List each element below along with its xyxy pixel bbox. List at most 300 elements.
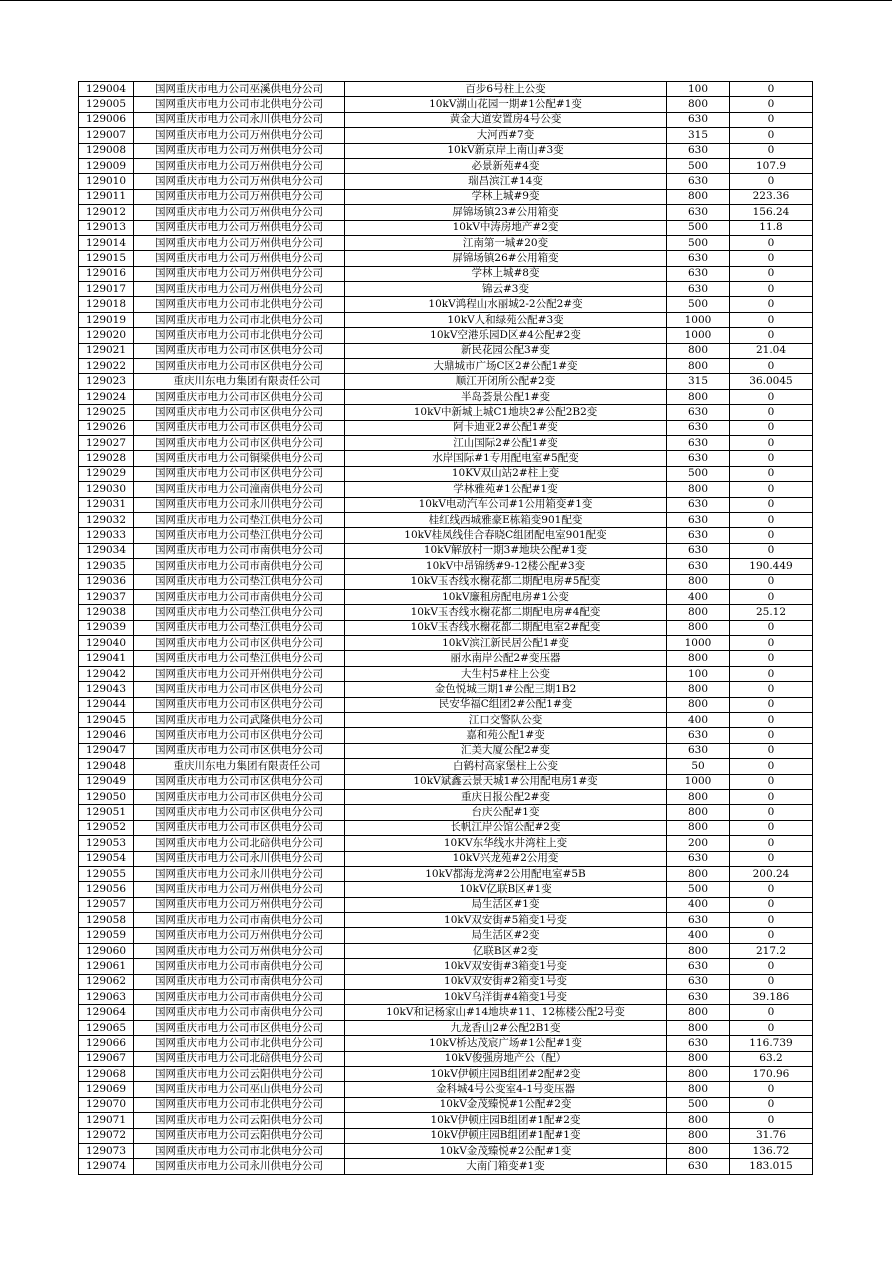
capacity-cell: 50	[667, 759, 730, 774]
company-name-cell: 国网重庆市电力公司市区供电分公司	[134, 359, 345, 374]
station-id-cell: 129070	[79, 1097, 134, 1112]
company-name-cell: 国网重庆市电力公司市南供电分公司	[134, 959, 345, 974]
company-name-cell: 国网重庆市电力公司云阳供电分公司	[134, 1113, 345, 1128]
station-id-cell: 129066	[79, 1036, 134, 1051]
substation-name-cell: 黄金大道安置房4号公变	[345, 112, 667, 127]
company-name-cell: 国网重庆市电力公司万州供电分公司	[134, 189, 345, 204]
substation-name-cell: 10kV伊顿庄园B组团#1配#2变	[345, 1113, 667, 1128]
value-cell: 107.9	[730, 158, 813, 173]
substation-name-cell: 10kV玉杏线水榭花都二期配电室2#配变	[345, 620, 667, 635]
company-name-cell: 国网重庆市电力公司万州供电分公司	[134, 882, 345, 897]
capacity-cell: 400	[667, 713, 730, 728]
station-id-cell: 129069	[79, 1082, 134, 1097]
company-name-cell: 国网重庆市电力公司云阳供电分公司	[134, 1128, 345, 1143]
substation-name-cell: 10kV双安街#3箱变1号变	[345, 959, 667, 974]
substation-name-cell: 10kV新京岸上南山#3变	[345, 143, 667, 158]
table-row	[79, 759, 813, 774]
capacity-cell: 500	[667, 882, 730, 897]
substation-name-cell: 局生活区#2变	[345, 928, 667, 943]
capacity-cell: 800	[667, 97, 730, 112]
table-row	[79, 789, 813, 804]
station-id-cell: 129006	[79, 112, 134, 127]
value-cell: 0	[730, 636, 813, 651]
station-id-cell: 129068	[79, 1067, 134, 1082]
value-cell: 0	[730, 820, 813, 835]
capacity-cell: 315	[667, 128, 730, 143]
capacity-cell: 630	[667, 282, 730, 297]
table-row	[79, 774, 813, 789]
company-name-cell: 国网重庆市电力公司市北供电分公司	[134, 1143, 345, 1158]
station-id-cell: 129055	[79, 866, 134, 881]
table-row	[79, 1143, 813, 1158]
capacity-cell: 800	[667, 1082, 730, 1097]
station-id-cell: 129044	[79, 697, 134, 712]
station-id-cell: 129057	[79, 897, 134, 912]
station-id-cell: 129008	[79, 143, 134, 158]
station-id-cell: 129071	[79, 1113, 134, 1128]
table-row	[79, 697, 813, 712]
company-name-cell: 国网重庆市电力公司市区供电分公司	[134, 435, 345, 450]
station-id-cell: 129028	[79, 451, 134, 466]
capacity-cell: 630	[667, 405, 730, 420]
value-cell: 0	[730, 128, 813, 143]
company-name-cell: 国网重庆市电力公司万州供电分公司	[134, 128, 345, 143]
company-name-cell: 国网重庆市电力公司垫江供电分公司	[134, 605, 345, 620]
station-id-cell: 129047	[79, 743, 134, 758]
capacity-cell: 100	[667, 82, 730, 97]
company-name-cell: 国网重庆市电力公司万州供电分公司	[134, 928, 345, 943]
value-cell: 0	[730, 297, 813, 312]
table-row	[79, 1036, 813, 1051]
substation-name-cell: 九龙香山2#公配2B1变	[345, 1020, 667, 1035]
capacity-cell: 630	[667, 959, 730, 974]
value-cell: 0	[730, 882, 813, 897]
table-row	[79, 990, 813, 1005]
capacity-cell: 630	[667, 1036, 730, 1051]
table-row	[79, 866, 813, 881]
company-name-cell: 国网重庆市电力公司市南供电分公司	[134, 913, 345, 928]
substation-name-cell: 10KV东华线水井湾柱上变	[345, 836, 667, 851]
capacity-cell: 630	[667, 497, 730, 512]
station-id-cell: 129053	[79, 836, 134, 851]
capacity-cell: 100	[667, 666, 730, 681]
substation-name-cell: 10kV鸿程山水丽城2-2公配2#变	[345, 297, 667, 312]
substation-name-cell: 10kV解放村一期3#地块公配#1变	[345, 543, 667, 558]
substation-name-cell: 学林上城#9变	[345, 189, 667, 204]
value-cell: 190.449	[730, 559, 813, 574]
substation-name-cell: 10kV电动汽车公司#1公用箱变#1变	[345, 497, 667, 512]
company-name-cell: 国网重庆市电力公司万州供电分公司	[134, 282, 345, 297]
station-id-cell: 129062	[79, 974, 134, 989]
capacity-cell: 630	[667, 543, 730, 558]
table-row	[79, 959, 813, 974]
table-row	[79, 189, 813, 204]
company-name-cell: 国网重庆市电力公司市南供电分公司	[134, 543, 345, 558]
station-id-cell: 129065	[79, 1020, 134, 1035]
company-name-cell: 国网重庆市电力公司永川供电分公司	[134, 112, 345, 127]
value-cell: 0	[730, 82, 813, 97]
company-name-cell: 国网重庆市电力公司市区供电分公司	[134, 405, 345, 420]
company-name-cell: 国网重庆市电力公司市区供电分公司	[134, 420, 345, 435]
substation-table	[78, 81, 813, 1175]
value-cell: 0	[730, 174, 813, 189]
capacity-cell: 800	[667, 343, 730, 358]
table-row	[79, 174, 813, 189]
table-row	[79, 359, 813, 374]
table-row	[79, 851, 813, 866]
station-id-cell: 129029	[79, 466, 134, 481]
station-id-cell: 129074	[79, 1159, 134, 1174]
value-cell: 63.2	[730, 1051, 813, 1066]
capacity-cell: 630	[667, 143, 730, 158]
substation-name-cell: 10kV乌洋街#4箱变1号变	[345, 990, 667, 1005]
value-cell: 25.12	[730, 605, 813, 620]
station-id-cell: 129020	[79, 328, 134, 343]
substation-name-cell: 顺江开闭所公配#2变	[345, 374, 667, 389]
value-cell: 0	[730, 466, 813, 481]
table-row	[79, 1067, 813, 1082]
station-id-cell: 129031	[79, 497, 134, 512]
value-cell: 156.24	[730, 205, 813, 220]
capacity-cell: 1000	[667, 774, 730, 789]
station-id-cell: 129004	[79, 82, 134, 97]
table-row	[79, 559, 813, 574]
table-row	[79, 312, 813, 327]
value-cell: 0	[730, 1020, 813, 1035]
station-id-cell: 129042	[79, 666, 134, 681]
value-cell: 0	[730, 482, 813, 497]
company-name-cell: 国网重庆市电力公司市北供电分公司	[134, 297, 345, 312]
value-cell: 0	[730, 959, 813, 974]
capacity-cell: 630	[667, 251, 730, 266]
capacity-cell: 630	[667, 990, 730, 1005]
value-cell: 36.0045	[730, 374, 813, 389]
station-id-cell: 129072	[79, 1128, 134, 1143]
table-row	[79, 297, 813, 312]
company-name-cell: 国网重庆市电力公司市区供电分公司	[134, 789, 345, 804]
station-id-cell: 129022	[79, 359, 134, 374]
value-cell: 0	[730, 620, 813, 635]
station-id-cell: 129014	[79, 235, 134, 250]
station-id-cell: 129038	[79, 605, 134, 620]
substation-name-cell: 10kV金茂臻悦#2公配#1变	[345, 1143, 667, 1158]
table-row	[79, 112, 813, 127]
substation-name-cell: 大生村5#柱上公变	[345, 666, 667, 681]
station-id-cell: 129039	[79, 620, 134, 635]
table-row	[79, 528, 813, 543]
company-name-cell: 国网重庆市电力公司万州供电分公司	[134, 943, 345, 958]
station-id-cell: 129030	[79, 482, 134, 497]
table-row	[79, 158, 813, 173]
capacity-cell: 630	[667, 451, 730, 466]
substation-name-cell: 10kV和记杨家山#14地块#11、12栋楼公配2号变	[345, 1005, 667, 1020]
table-row	[79, 512, 813, 527]
table-row	[79, 836, 813, 851]
table-row	[79, 1113, 813, 1128]
capacity-cell: 315	[667, 374, 730, 389]
value-cell: 0	[730, 497, 813, 512]
company-name-cell: 国网重庆市电力公司铜梁供电分公司	[134, 451, 345, 466]
table-row	[79, 220, 813, 235]
station-id-cell: 129009	[79, 158, 134, 173]
capacity-cell: 630	[667, 913, 730, 928]
capacity-cell: 1000	[667, 636, 730, 651]
capacity-cell: 200	[667, 836, 730, 851]
station-id-cell: 129011	[79, 189, 134, 204]
substation-name-cell: 江山国际2#公配1#变	[345, 435, 667, 450]
company-name-cell: 国网重庆市电力公司市南供电分公司	[134, 559, 345, 574]
value-cell: 217.2	[730, 943, 813, 958]
station-id-cell: 129025	[79, 405, 134, 420]
value-cell: 0	[730, 528, 813, 543]
table-row	[79, 1005, 813, 1020]
station-id-cell: 129032	[79, 512, 134, 527]
capacity-cell: 630	[667, 1159, 730, 1174]
company-name-cell: 国网重庆市电力公司市区供电分公司	[134, 697, 345, 712]
value-cell: 39.186	[730, 990, 813, 1005]
value-cell: 0	[730, 543, 813, 558]
value-cell: 0	[730, 713, 813, 728]
company-name-cell: 国网重庆市电力公司市北供电分公司	[134, 1036, 345, 1051]
station-id-cell: 129037	[79, 589, 134, 604]
substation-name-cell: 10kV中新城上城C1地块2#公配2B2变	[345, 405, 667, 420]
value-cell: 0	[730, 928, 813, 943]
substation-name-cell: 大南门箱变#1变	[345, 1159, 667, 1174]
value-cell: 0	[730, 143, 813, 158]
table-row	[79, 435, 813, 450]
value-cell: 0	[730, 682, 813, 697]
capacity-cell: 400	[667, 897, 730, 912]
company-name-cell: 国网重庆市电力公司市区供电分公司	[134, 636, 345, 651]
value-cell: 0	[730, 897, 813, 912]
value-cell: 200.24	[730, 866, 813, 881]
company-name-cell: 国网重庆市电力公司万州供电分公司	[134, 205, 345, 220]
company-name-cell: 国网重庆市电力公司永川供电分公司	[134, 866, 345, 881]
station-id-cell: 129056	[79, 882, 134, 897]
station-id-cell: 129067	[79, 1051, 134, 1066]
capacity-cell: 630	[667, 528, 730, 543]
value-cell: 0	[730, 328, 813, 343]
capacity-cell: 800	[667, 1113, 730, 1128]
company-name-cell: 国网重庆市电力公司潼南供电分公司	[134, 482, 345, 497]
value-cell: 183.015	[730, 1159, 813, 1174]
capacity-cell: 400	[667, 589, 730, 604]
company-name-cell: 国网重庆市电力公司垫江供电分公司	[134, 528, 345, 543]
company-name-cell: 国网重庆市电力公司垫江供电分公司	[134, 651, 345, 666]
company-name-cell: 国网重庆市电力公司永川供电分公司	[134, 497, 345, 512]
substation-name-cell: 10kV空港乐园D区#4公配#2变	[345, 328, 667, 343]
substation-name-cell: 半岛荟景公配1#变	[345, 389, 667, 404]
table-row	[79, 1128, 813, 1143]
station-id-cell: 129035	[79, 559, 134, 574]
value-cell: 21.04	[730, 343, 813, 358]
capacity-cell: 800	[667, 697, 730, 712]
capacity-cell: 630	[667, 435, 730, 450]
capacity-cell: 800	[667, 805, 730, 820]
station-id-cell: 129050	[79, 789, 134, 804]
table-row	[79, 543, 813, 558]
value-cell: 0	[730, 589, 813, 604]
table-row	[79, 251, 813, 266]
station-id-cell: 129015	[79, 251, 134, 266]
table-row	[79, 143, 813, 158]
value-cell: 0	[730, 697, 813, 712]
company-name-cell: 国网重庆市电力公司垫江供电分公司	[134, 574, 345, 589]
substation-name-cell: 嘉和苑公配1#变	[345, 728, 667, 743]
value-cell: 0	[730, 805, 813, 820]
table-row	[79, 451, 813, 466]
capacity-cell: 800	[667, 574, 730, 589]
company-name-cell: 国网重庆市电力公司市区供电分公司	[134, 343, 345, 358]
company-name-cell: 国网重庆市电力公司市北供电分公司	[134, 1097, 345, 1112]
company-name-cell: 国网重庆市电力公司市北供电分公司	[134, 97, 345, 112]
company-name-cell: 国网重庆市电力公司万州供电分公司	[134, 220, 345, 235]
value-cell: 0	[730, 759, 813, 774]
company-name-cell: 国网重庆市电力公司万州供电分公司	[134, 266, 345, 281]
capacity-cell: 800	[667, 389, 730, 404]
company-name-cell: 国网重庆市电力公司万州供电分公司	[134, 158, 345, 173]
table-row	[79, 605, 813, 620]
station-id-cell: 129073	[79, 1143, 134, 1158]
table-row	[79, 1051, 813, 1066]
station-id-cell: 129048	[79, 759, 134, 774]
station-id-cell: 129005	[79, 97, 134, 112]
value-cell: 0	[730, 405, 813, 420]
station-id-cell: 129021	[79, 343, 134, 358]
capacity-cell: 800	[667, 1128, 730, 1143]
capacity-cell: 800	[667, 189, 730, 204]
station-id-cell: 129063	[79, 990, 134, 1005]
table-row	[79, 420, 813, 435]
substation-name-cell: 大河西#7变	[345, 128, 667, 143]
substation-name-cell: 学林上城#8变	[345, 266, 667, 281]
company-name-cell: 国网重庆市电力公司垫江供电分公司	[134, 512, 345, 527]
company-name-cell: 国网重庆市电力公司市区供电分公司	[134, 743, 345, 758]
value-cell: 0	[730, 774, 813, 789]
value-cell: 0	[730, 651, 813, 666]
company-name-cell: 国网重庆市电力公司万州供电分公司	[134, 235, 345, 250]
company-name-cell: 国网重庆市电力公司市北供电分公司	[134, 328, 345, 343]
table-row	[79, 743, 813, 758]
substation-name-cell: 10kV斌鑫云景天城1#公用配电房1#变	[345, 774, 667, 789]
value-cell: 0	[730, 1113, 813, 1128]
capacity-cell: 800	[667, 1051, 730, 1066]
substation-name-cell: 10kV双安街#2箱变1号变	[345, 974, 667, 989]
substation-name-cell: 丽水南岸公配2#变压器	[345, 651, 667, 666]
table-row	[79, 389, 813, 404]
substation-name-cell: 民安华福C组团2#公配1#变	[345, 697, 667, 712]
table-row	[79, 128, 813, 143]
company-name-cell: 国网重庆市电力公司巫山供电分公司	[134, 1082, 345, 1097]
substation-name-cell: 大鼎城市广场C区2#公配1#变	[345, 359, 667, 374]
value-cell: 0	[730, 743, 813, 758]
capacity-cell: 800	[667, 943, 730, 958]
station-id-cell: 129016	[79, 266, 134, 281]
company-name-cell: 国网重庆市电力公司开州供电分公司	[134, 666, 345, 681]
table-row	[79, 820, 813, 835]
substation-name-cell: 屏锦场镇26#公用箱变	[345, 251, 667, 266]
station-id-cell: 129019	[79, 312, 134, 327]
table-row	[79, 205, 813, 220]
table-row	[79, 620, 813, 635]
capacity-cell: 800	[667, 359, 730, 374]
capacity-cell: 630	[667, 851, 730, 866]
capacity-cell: 630	[667, 743, 730, 758]
capacity-cell: 800	[667, 620, 730, 635]
station-id-cell: 129013	[79, 220, 134, 235]
capacity-cell: 400	[667, 928, 730, 943]
capacity-cell: 500	[667, 220, 730, 235]
value-cell: 0	[730, 728, 813, 743]
substation-name-cell: 学林雅苑#1公配#1变	[345, 482, 667, 497]
value-cell: 0	[730, 789, 813, 804]
value-cell: 0	[730, 251, 813, 266]
value-cell: 0	[730, 435, 813, 450]
capacity-cell: 800	[667, 1067, 730, 1082]
value-cell: 0	[730, 389, 813, 404]
capacity-cell: 500	[667, 297, 730, 312]
table-row	[79, 1082, 813, 1097]
substation-name-cell: 10kV湖山花园一期#1公配#1变	[345, 97, 667, 112]
capacity-cell: 630	[667, 266, 730, 281]
station-id-cell: 129052	[79, 820, 134, 835]
table-row	[79, 897, 813, 912]
station-id-cell: 129034	[79, 543, 134, 558]
value-cell: 0	[730, 235, 813, 250]
table-row	[79, 974, 813, 989]
capacity-cell: 800	[667, 1143, 730, 1158]
company-name-cell: 国网重庆市电力公司万州供电分公司	[134, 174, 345, 189]
substation-name-cell: 百步6号柱上公变	[345, 82, 667, 97]
value-cell: 0	[730, 420, 813, 435]
substation-name-cell: 屏锦场镇23#公用箱变	[345, 205, 667, 220]
substation-name-cell: 局生活区#1变	[345, 897, 667, 912]
table-row	[79, 651, 813, 666]
table-row	[79, 235, 813, 250]
value-cell: 0	[730, 266, 813, 281]
table-row	[79, 282, 813, 297]
company-name-cell: 国网重庆市电力公司市区供电分公司	[134, 774, 345, 789]
station-id-cell: 129012	[79, 205, 134, 220]
value-cell: 0	[730, 512, 813, 527]
table-row	[79, 913, 813, 928]
value-cell: 0	[730, 574, 813, 589]
table-row	[79, 1020, 813, 1035]
value-cell: 136.72	[730, 1143, 813, 1158]
station-id-cell: 129061	[79, 959, 134, 974]
substation-name-cell: 10kV桂凤线佳合春晓C组团配电室901配变	[345, 528, 667, 543]
station-id-cell: 129017	[79, 282, 134, 297]
capacity-cell: 630	[667, 205, 730, 220]
table-row	[79, 682, 813, 697]
table-row	[79, 466, 813, 481]
station-id-cell: 129033	[79, 528, 134, 543]
company-name-cell: 重庆川东电力集团有限责任公司	[134, 759, 345, 774]
table-row	[79, 882, 813, 897]
capacity-cell: 800	[667, 1020, 730, 1035]
substation-name-cell: 必景新苑#4变	[345, 158, 667, 173]
substation-name-cell: 10kV廉租房配电房#1公变	[345, 589, 667, 604]
substation-name-cell: 10kV中涛房地产#2变	[345, 220, 667, 235]
substation-name-cell: 桂红线西城雅豪E栋箱变901配变	[345, 512, 667, 527]
substation-name-cell: 台庆公配#1变	[345, 805, 667, 820]
station-id-cell: 129026	[79, 420, 134, 435]
table-row	[79, 574, 813, 589]
value-cell: 0	[730, 97, 813, 112]
capacity-cell: 800	[667, 605, 730, 620]
substation-name-cell: 阿卡迪亚2#公配1#变	[345, 420, 667, 435]
capacity-cell: 1000	[667, 312, 730, 327]
